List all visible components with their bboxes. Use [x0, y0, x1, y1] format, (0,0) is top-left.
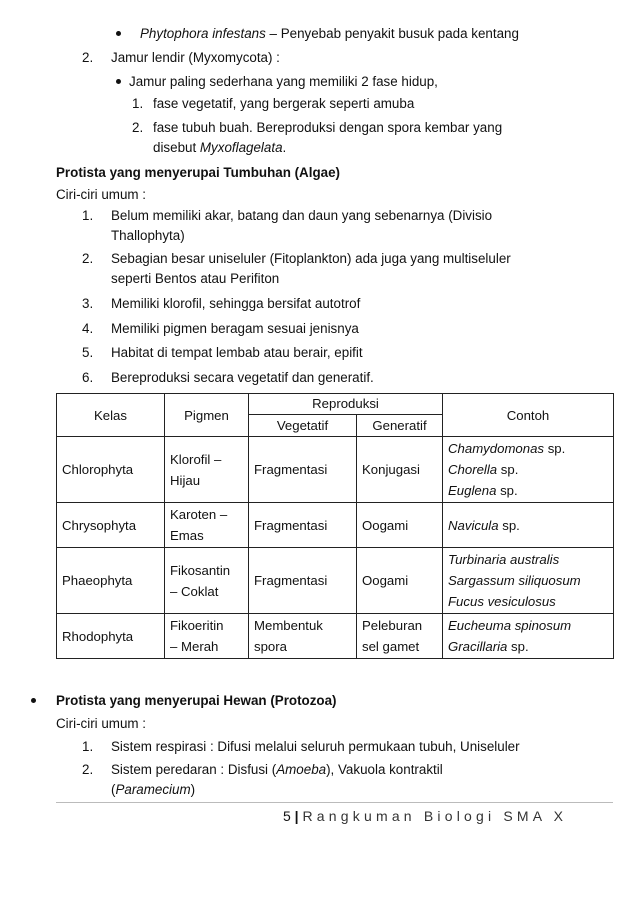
list-number: 5. — [82, 345, 94, 360]
cell-pigmen: Karoten – Emas — [165, 503, 249, 548]
list-item-cont: (Paramecium) — [111, 782, 196, 797]
cell-pigmen: Fikoeritin – Merah — [165, 614, 249, 659]
list-number: 2. — [82, 762, 94, 777]
list-item: Sistem respirasi : Difusi melalui seluruh permukaan tubuh, Uniseluler — [111, 739, 520, 754]
term: Amoeba — [276, 762, 327, 777]
list-item: Sistem peredaran : Disfusi (Amoeba), Vakuola kontraktil — [111, 762, 443, 777]
footer-label: Rangkuman Biologi SMA X — [302, 808, 568, 824]
page-number: 5 — [283, 808, 291, 824]
list-number: 2. — [82, 50, 94, 65]
algae-table — [56, 393, 614, 659]
cell-generatif: Oogami — [357, 503, 443, 548]
list-item: Memiliki pigmen beragam sesuai jenisnya — [111, 321, 359, 336]
cell-pigmen: Fikosantin – Coklat — [165, 548, 249, 614]
species-name: Phytophora infestans — [140, 26, 266, 41]
cell-kelas: Chlorophyta — [57, 437, 165, 503]
cell-contoh: Chamydomonas sp. Chorella sp. Euglena sp. — [443, 437, 614, 503]
list-number: 2. — [132, 120, 144, 135]
term: Myxoflagelata — [199, 140, 283, 155]
list-item-cont: seperti Bentos atau Perifiton — [111, 271, 280, 286]
footer-separator: | — [290, 808, 303, 824]
list-number: 4. — [82, 321, 94, 336]
list-number: 1. — [82, 739, 94, 754]
header-contoh: Contoh — [443, 394, 614, 437]
footer-divider — [56, 802, 613, 803]
phytophora-line — [140, 24, 519, 44]
table-row — [57, 437, 614, 503]
species-desc: – Penyebab penyakit busuk pada kentang — [265, 26, 519, 41]
cell-vegetatif: Fragmentasi — [249, 437, 357, 503]
cell-vegetatif: Fragmentasi — [249, 548, 357, 614]
header-pigmen: Pigmen — [165, 394, 249, 437]
cell-generatif: Peleburan sel gamet — [357, 614, 443, 659]
table-row — [57, 548, 614, 614]
list-item: Memiliki klorofil, sehingga bersifat autotrof — [111, 296, 361, 311]
table-header-row — [57, 394, 614, 415]
list-item-cont: Thallophyta) — [111, 228, 185, 243]
bullet-icon — [116, 31, 121, 36]
cell-kelas: Rhodophyta — [57, 614, 165, 659]
list-number: 3. — [82, 296, 94, 311]
phase-vegetative: fase vegetatif, yang bergerak seperti amuba — [153, 96, 415, 111]
phase-fruiting-line2: disebut Myxoflagelata. — [153, 140, 287, 155]
cell-kelas: Phaeophyta — [57, 548, 165, 614]
cell-vegetatif: Membentuk spora — [249, 614, 357, 659]
list-number: 2. — [82, 251, 94, 266]
cell-contoh: Navicula sp. — [443, 503, 614, 548]
table-row — [57, 614, 614, 659]
cell-kelas: Chrysophyta — [57, 503, 165, 548]
phase-fruiting-line1: fase tubuh buah. Bereproduksi dengan spora kembar yang — [153, 120, 503, 135]
cell-generatif: Oogami — [357, 548, 443, 614]
list-item: Belum memiliki akar, batang dan daun yang sebenarnya (Divisio — [111, 208, 493, 223]
header-kelas: Kelas — [57, 394, 165, 437]
term: Paramecium — [115, 782, 191, 797]
cell-vegetatif: Fragmentasi — [249, 503, 357, 548]
list-item: Habitat di tempat lembab atau berair, epifit — [111, 345, 363, 360]
list-item: Bereproduksi secara vegetatif dan generatif. — [111, 370, 374, 385]
list-number: 1. — [132, 96, 144, 111]
section-heading-protozoa: Protista yang menyerupai Hewan (Protozoa) — [56, 693, 337, 708]
cell-pigmen: Klorofil – Hijau — [165, 437, 249, 503]
ciri-label: Ciri-ciri umum : — [56, 187, 147, 202]
bullet-icon — [116, 79, 121, 84]
ciri-label: Ciri-ciri umum : — [56, 716, 147, 731]
header-reproduksi: Reproduksi — [249, 394, 443, 415]
page-footer — [283, 808, 567, 824]
list-item: Sebagian besar uniseluler (Fitoplankton) ada juga yang multiseluler — [111, 251, 511, 266]
list-number: 6. — [82, 370, 94, 385]
table-row — [57, 503, 614, 548]
cell-contoh: Turbinaria australis Sargassum siliquosum Fucus vesiculosus — [443, 548, 614, 614]
section-heading-algae: Protista yang menyerupai Tumbuhan (Algae) — [56, 165, 340, 180]
header-generatif: Generatif — [357, 415, 443, 437]
cell-generatif: Konjugasi — [357, 437, 443, 503]
cell-contoh: Eucheuma spinosum Gracillaria sp. — [443, 614, 614, 659]
slime-mold-title: Jamur lendir (Myxomycota) : — [111, 50, 280, 65]
list-number: 1. — [82, 208, 94, 223]
bullet-icon — [31, 698, 36, 703]
slime-mold-bullet: Jamur paling sederhana yang memiliki 2 fase hidup, — [129, 74, 438, 89]
header-vegetatif: Vegetatif — [249, 415, 357, 437]
